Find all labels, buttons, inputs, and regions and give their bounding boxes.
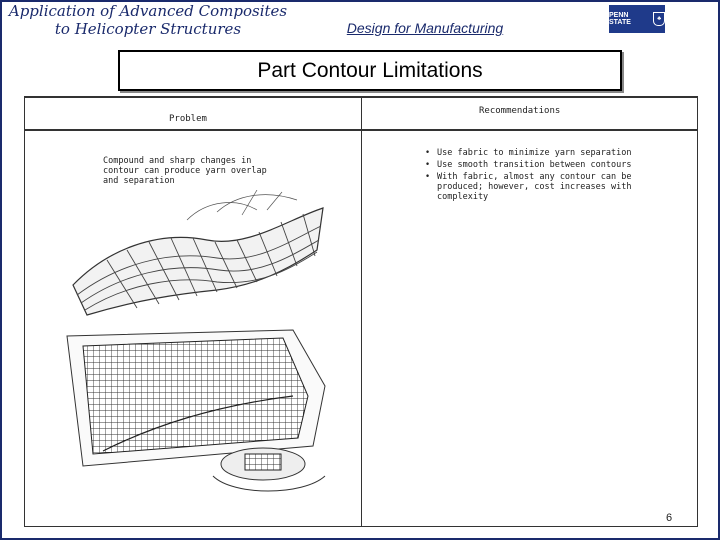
recommendations-header: Recommendations: [479, 106, 561, 116]
course-title: [8, 2, 288, 38]
course-title-line1: Application of Advanced Composites: [8, 2, 288, 20]
slide-title: Part Contour Limitations: [118, 50, 622, 91]
shield-icon: ♣: [653, 12, 665, 26]
recommendations-list: [425, 148, 675, 204]
penn-state-logo: [609, 5, 665, 33]
page-number: 6: [666, 512, 673, 524]
recommendation-item: • With fabric, almost any contour can be produced; however, cost increases with complexity: [425, 172, 675, 202]
logo-text: PENN STATE: [609, 12, 631, 26]
course-title-line2: to Helicopter Structures: [54, 20, 242, 38]
problem-header: Problem: [169, 114, 207, 124]
column-divider: [361, 98, 362, 526]
recommendation-item: • Use smooth transition between contours: [425, 160, 675, 170]
recommendation-item: • Use fabric to minimize yarn separation: [425, 148, 675, 158]
problem-text: Compound and sharp changes in contour can produce yarn overlap and separation: [103, 156, 267, 186]
contoured-fabric-illustration: [67, 190, 329, 320]
section-title[interactable]: Design for Manufacturing: [346, 20, 504, 36]
problem-recommendation-table: [24, 96, 698, 527]
woven-fabric-illustration: [63, 326, 333, 506]
